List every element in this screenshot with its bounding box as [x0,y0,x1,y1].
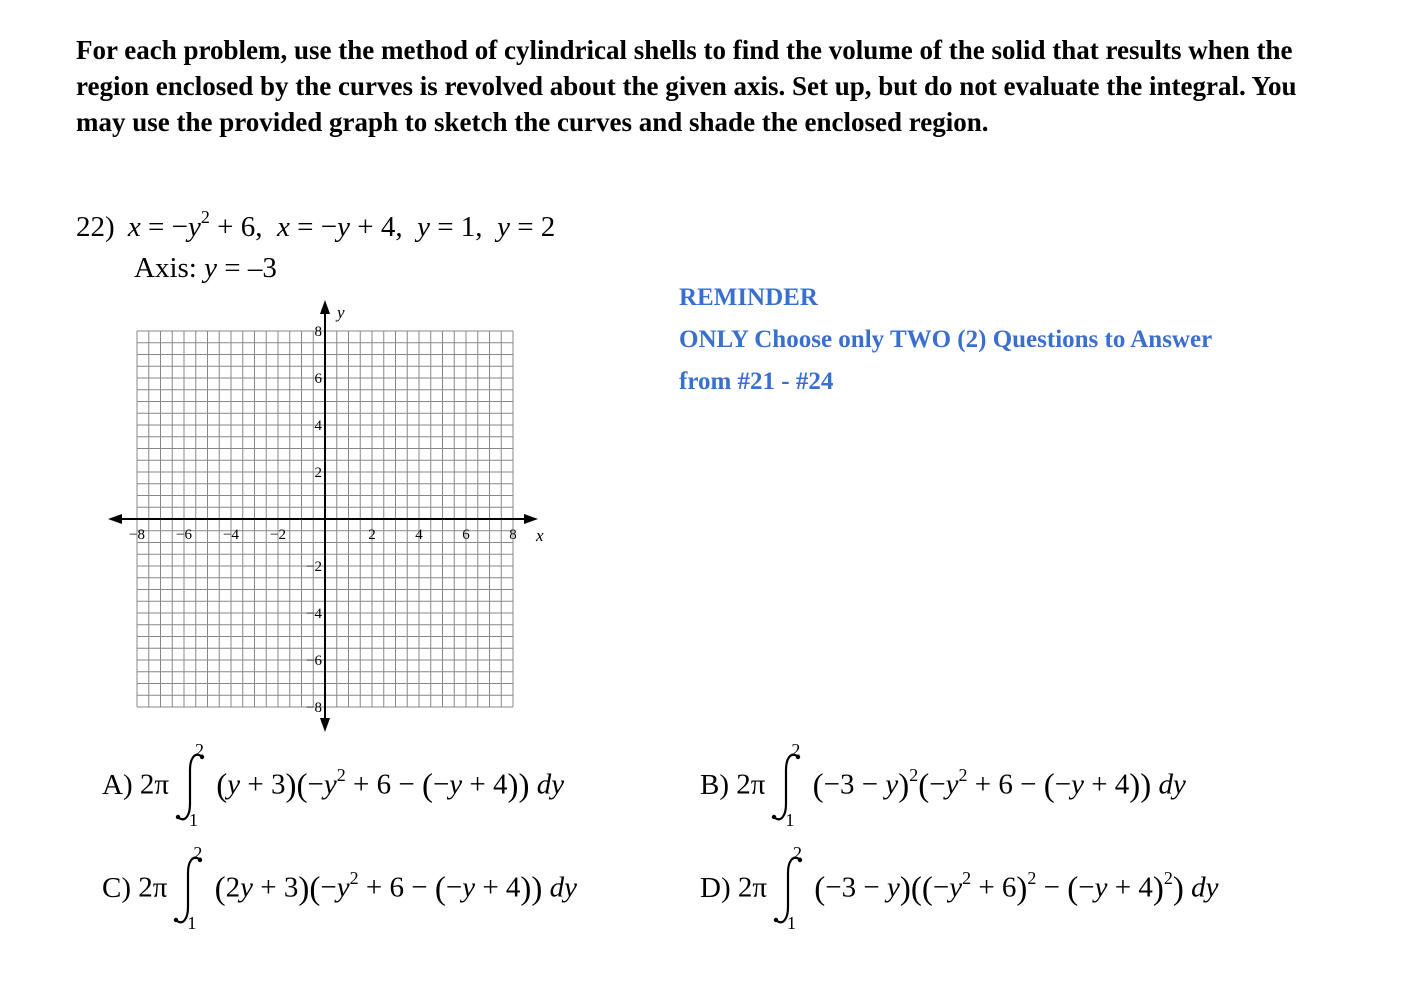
y-tick-label: 2 [314,465,322,481]
reminder-line-2: from #21 - #24 [679,368,834,395]
upper-limit: 2 [793,843,803,863]
problem-number: 22) [76,211,115,243]
y-tick-label: 8 [314,324,322,340]
y-tick-label: −8 [306,700,322,716]
lower-limit: 1 [787,913,797,933]
choice-c[interactable]: C) 2π 2 1 $(2y + 3)(-y^2 + 6 - (-y + 4))$ dy [102,843,578,933]
x-tick-label: 2 [368,527,376,543]
choice-a[interactable]: A) 2π 2 1 $(y + 3)(-y^2 + 6 - (-y + 4))$ dy [102,740,565,830]
problem-equations: 22) $x = -y^2 + 6$, x = −y + 4, y = 1, y = 2 [76,207,556,243]
choice-b[interactable]: B) 2π 2 1 $(-3 - y)^2(-y^2 + 6 - (-y + 4))$ dy [700,740,1186,830]
x-tick-label: 8 [509,527,517,543]
problem-axis: Axis: y = –3 [134,252,277,284]
lower-limit: 1 [187,913,197,933]
coordinate-grid[interactable] [100,296,560,736]
reminder-line-1: ONLY Choose only TWO (2) Questions to Answer [679,326,1213,353]
y-axis-label: y [337,303,345,322]
x-tick-label: −6 [176,527,192,543]
choice-d-label: D) [700,871,731,904]
choice-a-label: A) [102,768,133,801]
upper-limit: 2 [791,740,801,760]
x-tick-label: −8 [129,527,145,543]
y-tick-label: 6 [314,371,322,387]
x-tick-label: 4 [415,527,423,543]
axis-label: Axis: [134,252,197,284]
y-axis-arrow-down [320,718,330,732]
y-tick-label: −4 [306,606,322,622]
choice-b-label: B) [700,768,729,801]
integral-sign [769,740,803,830]
instructions-text: For each problem, use the method of cylindrical shells to find the volume of the solid that results when the region enclosed by the curves is revolved about the given axis. Set up, but do not evaluate the integral. You may use the provided graph to sketch the curves and shade the enclosed region. [76,35,1297,137]
lower-limit: 1 [785,810,795,830]
x-axis-label: x [536,526,544,545]
lower-limit: 1 [189,810,199,830]
y-tick-label: −6 [306,653,322,669]
upper-limit: 2 [195,740,205,760]
integral-sign [173,740,207,830]
reminder-title: REMINDER [679,284,818,311]
integral-sign [771,843,805,933]
x-tick-label: −2 [270,527,286,543]
upper-limit: 2 [193,843,203,863]
y-tick-label: −2 [306,559,322,575]
x-tick-label: 6 [462,527,470,543]
x-axis-arrow-left [108,514,122,524]
x-axis-arrow [524,514,538,524]
y-tick-label: 4 [314,418,322,434]
x-tick-label: −4 [223,527,239,543]
integral-sign [171,843,205,933]
y-axis-arrow [320,300,330,314]
choice-d[interactable]: D) 2π 2 1 $(-3 - y)((-y^2 + 6)^2 - (-y + 4)^2)$ dy [700,843,1219,933]
choice-c-label: C) [102,871,131,904]
